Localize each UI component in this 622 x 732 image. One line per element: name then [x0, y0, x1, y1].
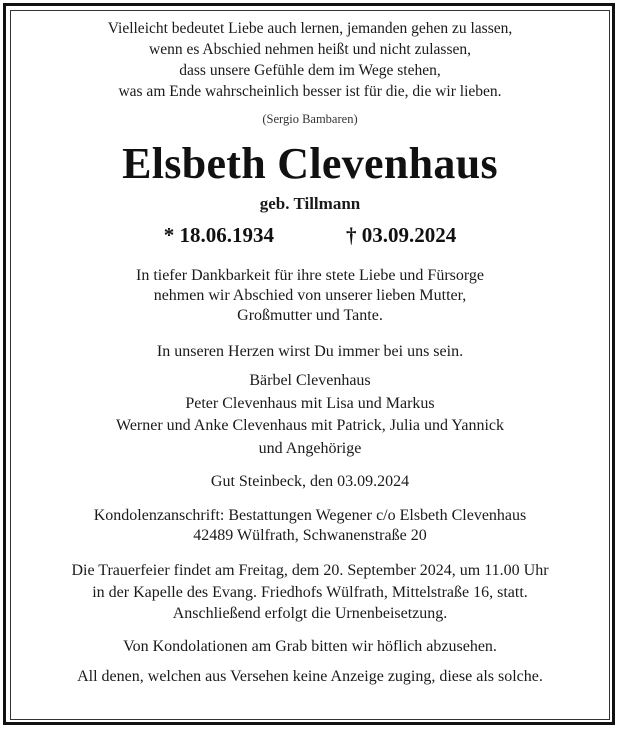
poem-line: Vielleicht bedeutet Liebe auch lernen, jemanden gehen zu lassen, — [107, 20, 513, 37]
obituary-notice — [12, 18, 608, 687]
mourner-line: Bärbel Clevenhaus — [249, 372, 371, 389]
funeral-line: in der Kapelle des Evang. Friedhofs Wülfrath, Mittelstraße 16, statt. — [92, 583, 528, 601]
poem — [12, 18, 608, 102]
death-date: † 03.09.2024 — [346, 223, 457, 247]
mourners-list — [12, 370, 608, 460]
funeral-line: Anschließend erfolgt die Urnenbeisetzung. — [172, 605, 448, 622]
no-condolence-note: Von Kondolationen am Grab bitten wir höflich abzusehen. — [123, 637, 497, 655]
birth-date: * 18.06.1934 — [163, 223, 274, 247]
address-line: 42489 Wülfrath, Schwanenstraße 20 — [193, 527, 427, 544]
gratitude-line: In tiefer Dankbarkeit für ihre stete Liebe und Fürsorge — [135, 267, 485, 284]
hearts-text: In unseren Herzen wirst Du immer bei uns sein. — [156, 343, 464, 360]
mourner-line: Peter Clevenhaus mit Lisa und Markus — [185, 394, 435, 412]
life-dates — [12, 222, 608, 248]
place-date: Gut Steinbeck, den 03.09.2024 — [210, 473, 410, 490]
maiden-name: geb. Tillmann — [259, 194, 361, 213]
deceased-name: Elsbeth Clevenhaus — [122, 139, 498, 188]
gratitude-line: nehmen wir Abschied von unserer lieben Mutter, — [153, 287, 467, 304]
funeral-details — [12, 560, 608, 625]
poem-line: was am Ende wahrscheinlich besser ist für die, die wir lieben. — [118, 83, 502, 100]
gratitude-line: Großmutter und Tante. — [237, 307, 383, 324]
notice-note: All denen, welchen aus Versehen keine Anzeige zuging, diese als solche. — [77, 667, 543, 685]
funeral-line: Die Trauerfeier findet am Freitag, dem 20. September 2024, um 11.00 Uhr — [71, 562, 549, 579]
address-line: Kondolenzanschrift: Bestattungen Wegener c/o Elsbeth Clevenhaus — [93, 507, 527, 524]
poem-line: dass unsere Gefühle dem im Wege stehen, — [179, 62, 441, 79]
gratitude-text — [12, 266, 608, 326]
mourner-line: Werner und Anke Clevenhaus mit Patrick, Julia und Yannick — [116, 417, 504, 434]
condolence-address — [12, 506, 608, 546]
poem-line: wenn es Abschied nehmen heißt und nicht zulassen, — [149, 41, 471, 58]
mourner-line: und Angehörige — [258, 439, 362, 457]
poem-author: (Sergio Bambaren) — [262, 112, 358, 126]
